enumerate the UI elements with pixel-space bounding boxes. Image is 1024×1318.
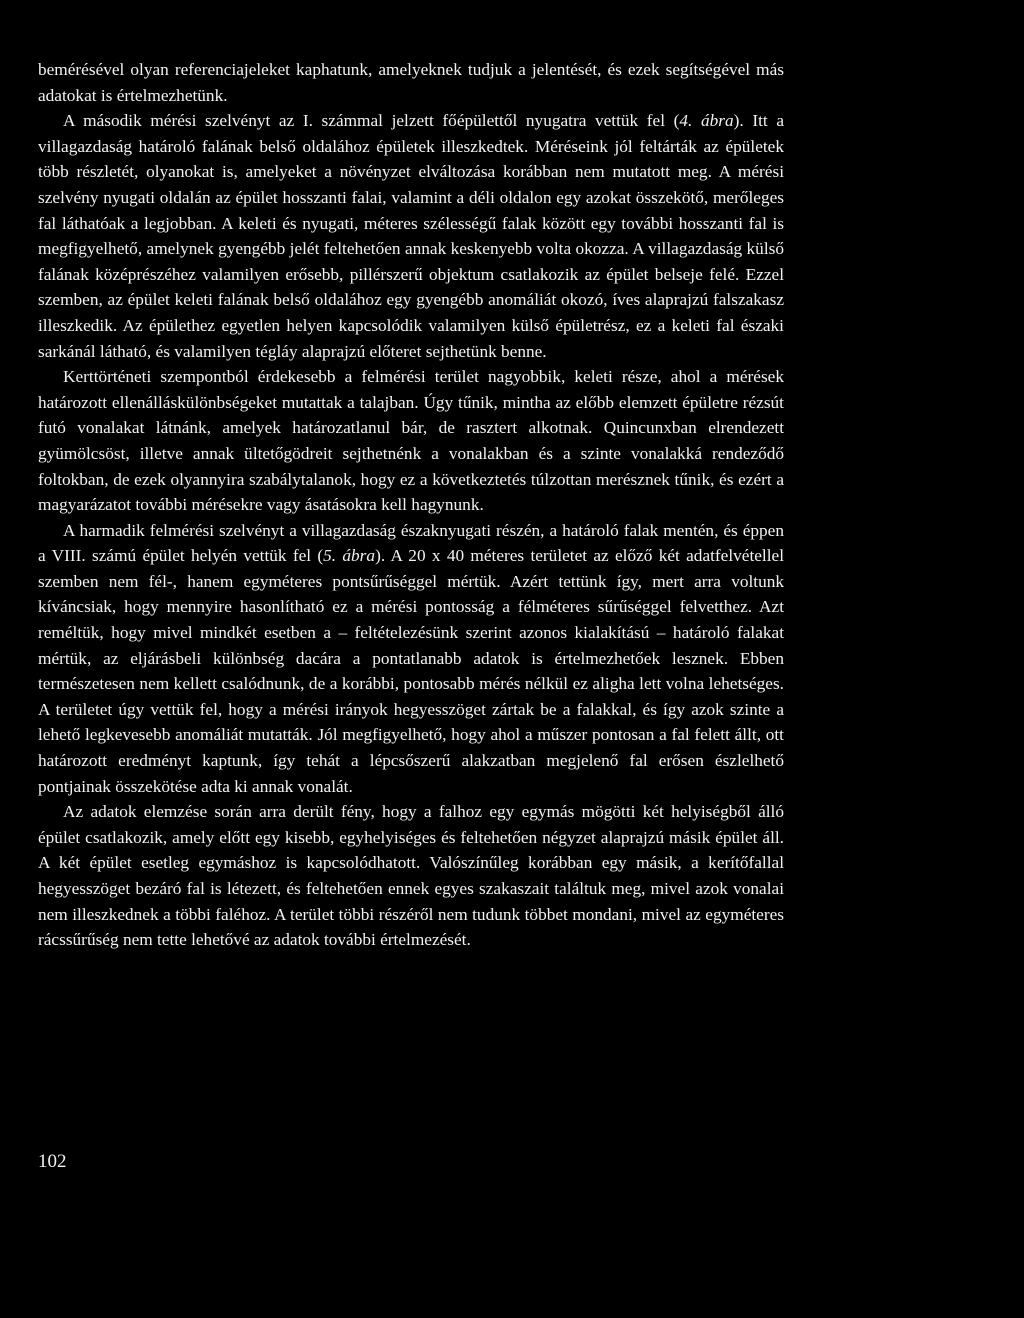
figure-reference-5: 5. ábra [323,546,376,566]
document-body [38,57,784,953]
paragraph-5 [38,799,784,953]
paragraph-2 [38,108,784,364]
paragraph-2-text-b: ). Itt a villagazdaság határoló falának belső oldalához épületek illeszkedtek. Méréseink jól feltárták az épületek több részletét, olyanokat is, amelyeket a növényzet elváltozása korábban nem mutatott meg. A mérési szelvény nyugati oldalán az épület hosszanti falai, valamint a déli oldalon egy azokat összekötő, merőleges fal láthatóak a legjobban. A keleti és nyugati, méteres szélességű falak között egy további hosszanti fal is megfigyelhető, amelynek gyengébb jelét feltehetően annak keskenyebb volta okozza. A villagazdaság külső falának középrészéhez valamilyen erősebb, pillérszerű objektum csatlakozik az épület belseje felé. Ezzel szemben, az épület keleti falának belső oldalához egy gyengébb anomáliát okozó, íves alaprajzú falszakasz illeszkedik. Az épülethez egyetlen helyen kapcsolódik valamilyen külső épületrész, ez a keleti fal északi sarkánál látható, és valamilyen tégláy alaprajzú előteret sejthetünk benne. [38,111,784,361]
paragraph-4-text-a: A harmadik felmérési szelvényt a villagazdaság északnyugati részén, a határoló falak mentén, és éppen a VIII. számú épület helyén vettük fel ( [38,520,784,566]
paragraph-3 [38,364,784,518]
paragraph-5-text: Az adatok elemzése során arra derült fény, hogy a falhoz egy egymás mögötti két helyiségből álló épület csatlakozik, amely előtt egy kisebb, egyhelyiséges és feltehetően négyzet alaprajzú másik épület áll. A két épület esetleg egymáshoz is kapcsolódhatott. Valószínűleg korábban egy másik, a kerítőfallal hegyesszöget bezáró fal is létezett, és feltehetően ennek egyes szakaszait találtuk meg, mivel azok vonalai nem illeszkednek a többi faléhoz. A terület többi részéről nem tudunk többet mondani, mivel az egyméteres rácssűrűség nem tette lehetővé az adatok további értelmezését. [38,802,784,950]
paragraph-4 [38,518,784,800]
page-number: 102 [38,1151,67,1172]
paragraph-2-text-a: A második mérési szelvényt az I. számmal jelzett főépülettől nyugatra vettük fel ( [63,111,680,131]
paragraph-1-text: bemérésével olyan referenciajeleket kaphatunk, amelyeknek tudjuk a jelentését, és ezek segítségével más adatokat is értelmezhetünk. [38,60,784,105]
paragraph-1 [38,57,784,108]
paragraph-4-text-b: ). A 20 x 40 méteres területet az előző két adatfelvétellel szemben nem fél-, hanem egyméteres pontsűrűséggel mértük. Azért tettünk így, mert arra voltunk kíváncsiak, hogy mennyire hasonlítható ez a mérési pontosság a félméteres sűrűséggel felvetthez. Azt reméltük, hogy mivel mindkét esetben a – feltételezésünk szerint azonos kialakítású – határoló falakat mértük, az eljárásbeli különbség dacára a pontatlanabb adatok is értelmezhetőek lesznek. Ebben természetesen nem kellett csalódnunk, de a korábbi, pontosabb mérés nélkül ez aligha lett volna lehetséges. A területet úgy vettük fel, hogy a mérési irányok hegyesszöget zártak be a falakkal, és így azok szinte a lehető legkevesebb anomáliát mutatták. Jól megfigyelhető, hogy ahol a műszer pontosan a fal felett állt, ott határozott eredményt kaptunk, így tehát a lépcsőszerű alakzatban megjelenő fal erősen észlelhető pontjainak összekötése adta ki annak vonalát. [38,546,785,796]
paragraph-3-text: Kerttörténeti szempontból érdekesebb a felmérési terület nagyobbik, keleti része, ahol a mérések határozott ellenálláskülönbségeket mutattak a talajban. Úgy tűnik, mintha az előbb elemzett épületre rézsút futó vonalakat látnánk, amelyek határozatlanul bár, de rasztert alkotnak. Quincunxban elrendezett gyümölcsöst, illetve annak ültetőgödreit sejthetnénk a vonalakban és a szinte vonalakká rendeződő foltokban, de ezek olyannyira szabálytalanok, hogy ez a következtetés túlzottan merésznek tűnik, és ezért a magyarázatot további mérésekre vagy ásatásokra kell hagynunk. [38,367,784,515]
figure-reference-4: 4. ábra [679,111,734,131]
